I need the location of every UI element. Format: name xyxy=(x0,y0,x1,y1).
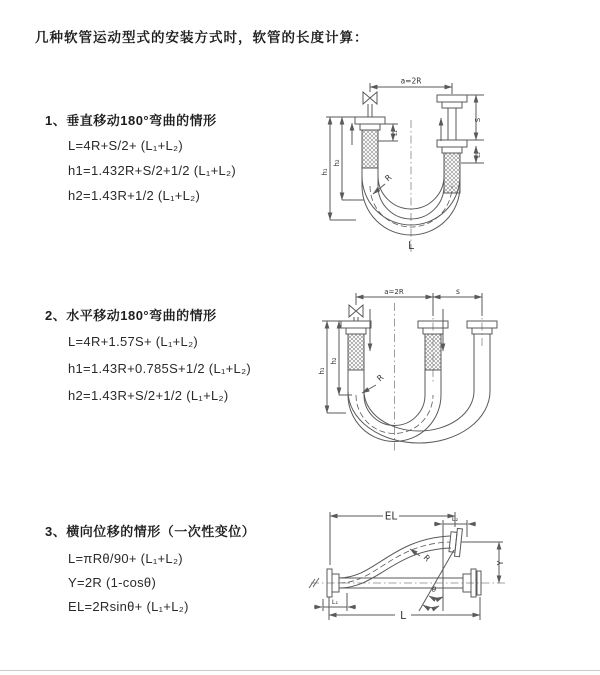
formula-h2: h2=1.43R+S/2+1/2 (L₁+L₂) xyxy=(68,388,229,403)
section-1-heading: 1、垂直移动180°弯曲的情形 xyxy=(45,113,217,128)
hose-displaced-position xyxy=(339,536,451,588)
dim-label-l1: L₁ xyxy=(331,598,339,606)
dimension-h1 xyxy=(322,321,346,413)
formula-el: EL=2Rsinθ+ (L₁+L₂) xyxy=(68,599,189,614)
dim-label-a2r: a=2R xyxy=(400,76,422,86)
left-pipe xyxy=(355,104,385,168)
dimension-h2 xyxy=(342,117,364,200)
page-title: 几种软管运动型式的安装方式时，软管的长度计算： xyxy=(35,30,369,45)
dim-label-l2: L₂ xyxy=(451,515,459,523)
angle-label: θ xyxy=(431,586,437,594)
formula-h1: h1=1.432R+S/2+1/2 (L₁+L₂) xyxy=(68,163,236,178)
dim-label-y: Y xyxy=(496,560,505,566)
radius-label: R xyxy=(375,372,386,384)
diagram-lateral-svg xyxy=(303,493,598,653)
diagram-lateral-displacement xyxy=(303,493,598,653)
section-horizontal-movement xyxy=(45,307,251,409)
dim-label-l1: L₁ xyxy=(392,130,399,136)
dim-label-a2r: a=2R xyxy=(384,288,404,296)
right-pipe xyxy=(437,95,467,193)
formula-length: L=πRθ/90+ (L₁+L₂) xyxy=(68,551,183,566)
section-1-formulas xyxy=(45,133,236,208)
upper-flange xyxy=(449,528,463,557)
dim-label-s: S xyxy=(474,117,482,123)
angle-construction xyxy=(419,529,454,611)
valve-icon xyxy=(363,92,377,104)
section-2-formulas xyxy=(45,328,251,409)
dimension-a2r xyxy=(356,293,482,316)
diagram-vertical-180 xyxy=(308,68,588,258)
section-3-heading: 3、横向位移的情形（一次性变位） xyxy=(45,524,256,539)
diagram-vertical-180-svg xyxy=(308,68,588,258)
dim-label-el: EL xyxy=(384,510,398,523)
dim-label-h2: h₂ xyxy=(333,159,341,167)
radius-label: R xyxy=(383,172,394,184)
dim-label-l: L xyxy=(400,610,406,622)
dim-label-h1: h₁ xyxy=(318,367,326,375)
dim-label-s: s xyxy=(456,287,460,296)
formula-y: Y=2R (1-cosθ) xyxy=(68,575,157,590)
formula-h2: h2=1.43R+1/2 (L₁+L₂) xyxy=(68,188,201,203)
dim-label-h1: h₁ xyxy=(321,168,329,176)
section-lateral-displacement xyxy=(45,523,255,619)
radius-label: R xyxy=(421,553,432,564)
section-3-formulas xyxy=(45,547,255,619)
length-label: L xyxy=(408,240,414,252)
formula-h1: h1=1.43R+0.785S+1/2 (L₁+L₂) xyxy=(68,361,252,376)
diagram-horizontal-180-svg xyxy=(308,283,598,458)
formula-length: L=4R+S/2+ (L₁+L₂) xyxy=(68,138,183,153)
section-vertical-movement xyxy=(45,112,236,208)
valve-icon xyxy=(349,305,363,317)
page-bottom-edge xyxy=(0,670,600,671)
left-pipe xyxy=(341,321,371,370)
formula-length: L=4R+1.57S+ (L₁+L₂) xyxy=(68,334,199,349)
dim-label-h2: h₂ xyxy=(330,357,338,365)
dim-label-l2: L₂ xyxy=(475,152,482,158)
section-2-heading: 2、水平移动180°弯曲的情形 xyxy=(45,308,217,323)
diagram-horizontal-180 xyxy=(308,283,598,458)
